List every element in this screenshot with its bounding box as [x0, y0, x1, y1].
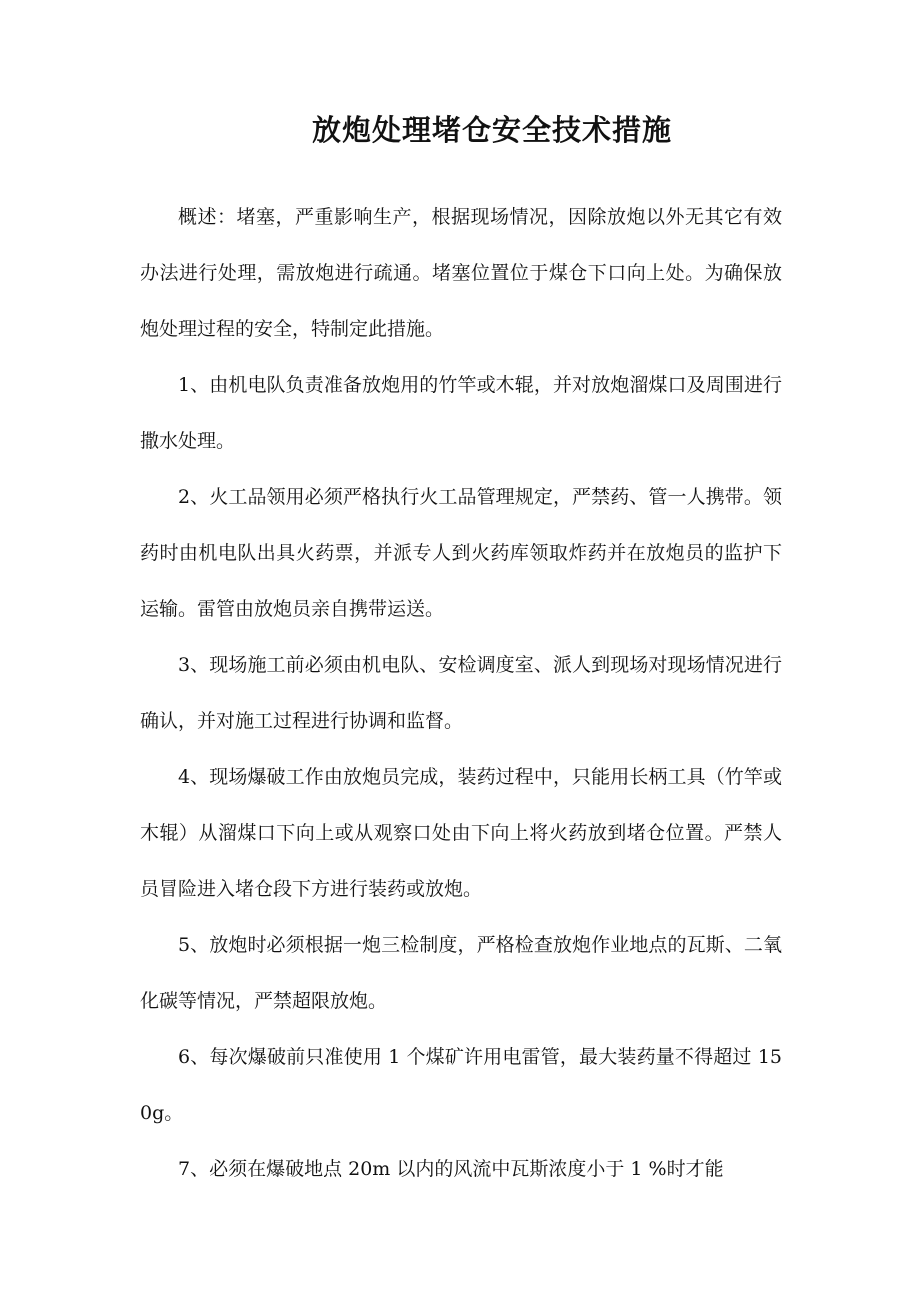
paragraph-overview: 概述：堵塞，严重影响生产，根据现场情况，因除放炮以外无其它有效办法进行处理，需放炮进行疏通。堵塞位置位于煤仓下口向上处。为确保放炮处理过程的安全，特制定此措施。	[140, 206, 782, 340]
paragraph-item-6: 6、每次爆破前只准使用 1 个煤矿许用电雷管，最大装药量不得超过 150g。	[140, 1046, 782, 1124]
document-body	[140, 189, 782, 1197]
paragraph-item-2: 2、火工品领用必须严格执行火工品管理规定，严禁药、管一人携带。领药时由机电队出具火药票，并派专人到火药库领取炸药并在放炮员的监护下运输。雷管由放炮员亲自携带运送。	[140, 486, 782, 620]
document-title: 放炮处理堵仓安全技术措施	[311, 113, 672, 147]
paragraph-item-4: 4、现场爆破工作由放炮员完成，装药过程中，只能用长柄工具（竹竿或木辊）从溜煤口下向上或从观察口处由下向上将火药放到堵仓位置。严禁人员冒险进入堵仓段下方进行装药或放炮。	[140, 766, 782, 900]
paragraph-item-3: 3、现场施工前必须由机电队、安检调度室、派人到现场对现场情况进行确认，并对施工过程进行协调和监督。	[140, 654, 782, 732]
paragraph-item-1: 1、由机电队负责准备放炮用的竹竿或木辊，并对放炮溜煤口及周围进行撒水处理。	[140, 374, 782, 452]
paragraph-item-5: 5、放炮时必须根据一炮三检制度，严格检查放炮作业地点的瓦斯、二氧化碳等情况，严禁超限放炮。	[140, 934, 782, 1012]
paragraph-item-7: 7、必须在爆破地点 20m 以内的风流中瓦斯浓度小于 1 %时才能	[178, 1158, 724, 1180]
